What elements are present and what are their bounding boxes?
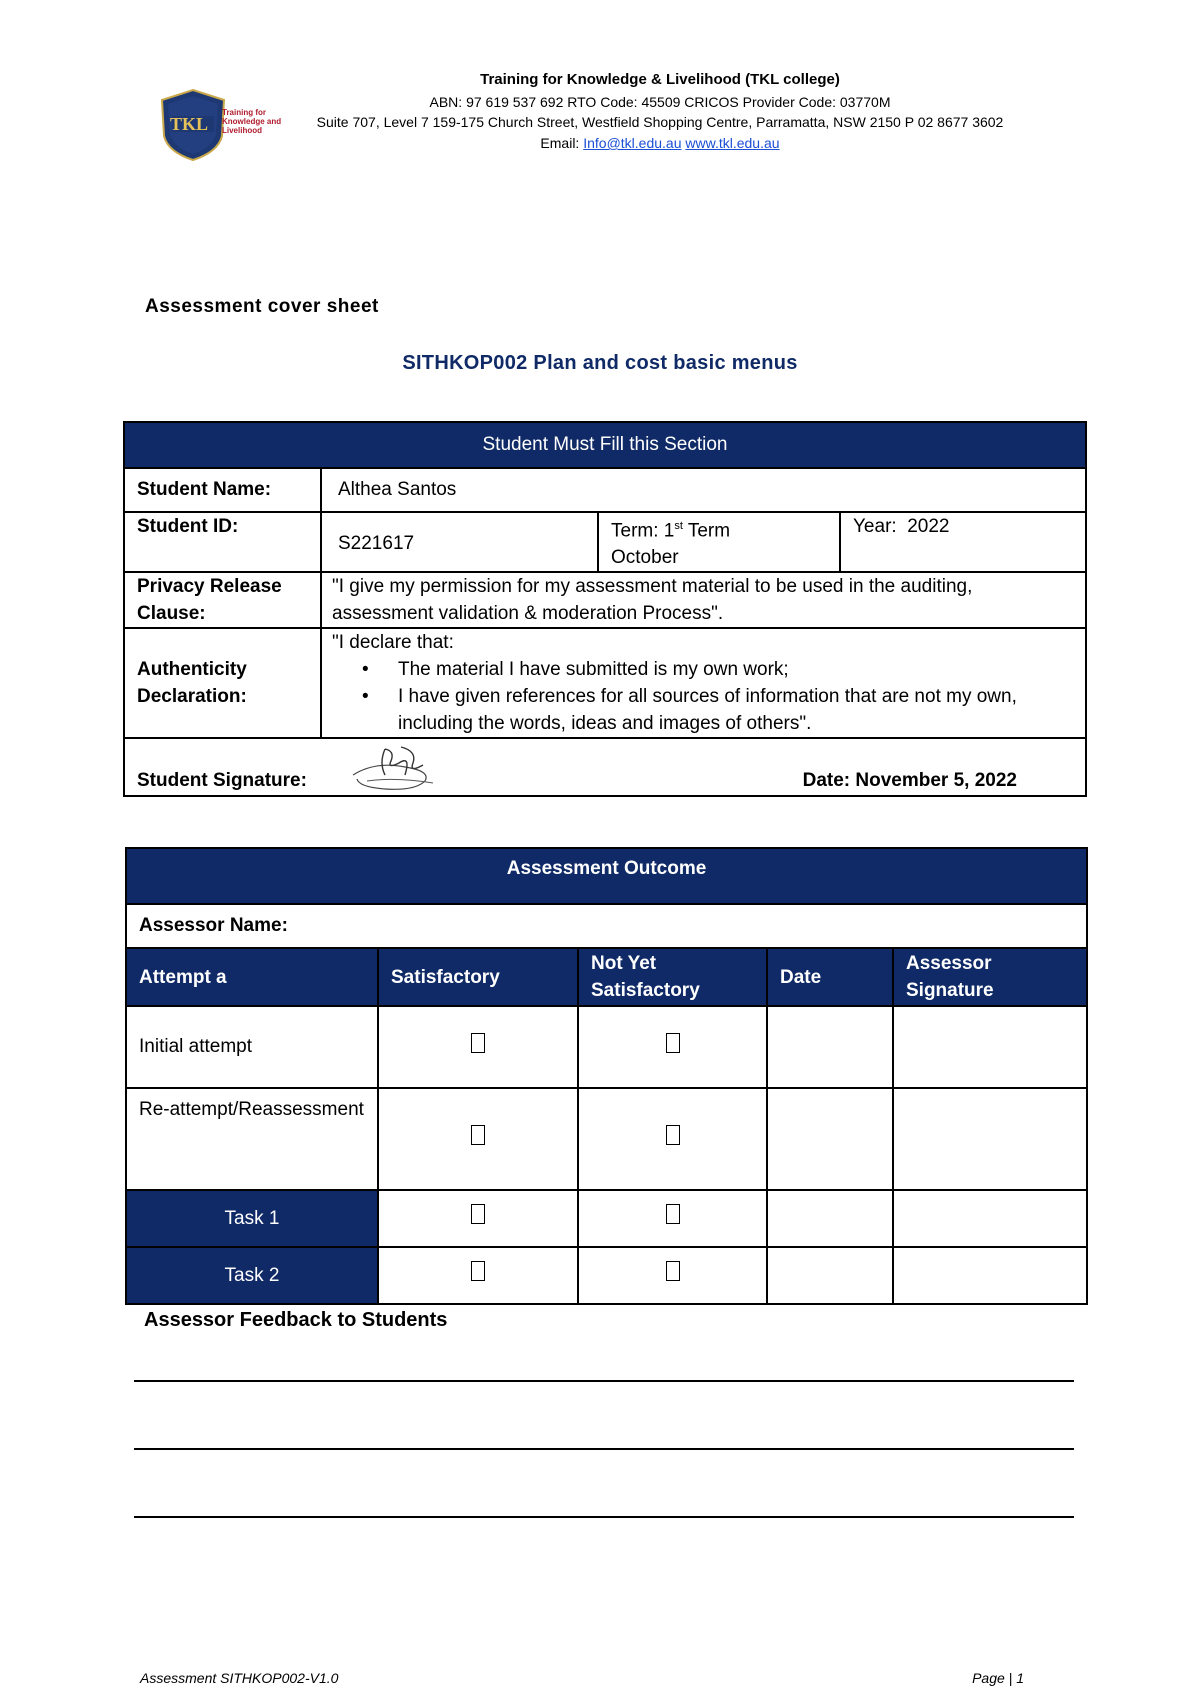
authenticity-label-line1: Authenticity [137,659,247,681]
satisfactory-cell[interactable] [378,1088,578,1190]
not-yet-cell[interactable] [578,1006,767,1088]
feedback-title: Assessor Feedback to Students [144,1309,448,1331]
not-yet-cell[interactable] [578,1190,767,1247]
authenticity-intro: "I declare that: [332,632,454,654]
student-name-value[interactable]: Althea Santos [321,468,1086,512]
checkbox-icon[interactable] [666,1204,680,1224]
privacy-label-line1: Privacy Release [137,576,282,598]
signature-cell[interactable] [893,1006,1087,1088]
unit-title: SITHKOP002 Plan and cost basic menus [402,352,798,374]
date-cell[interactable] [767,1006,893,1088]
term-month: October [611,547,679,569]
authenticity-item: • I have given references for all sources of information that are not my own, including the words, ideas and images of others". [398,683,1073,737]
signature-cell[interactable] [893,1088,1087,1190]
page-title: Assessment cover sheet [145,296,379,317]
checkbox-icon[interactable] [471,1204,485,1224]
satisfactory-cell[interactable] [378,1190,578,1247]
authenticity-item: • The material I have submitted is my own work; [398,656,1073,683]
student-id-value[interactable]: S221617 [321,512,598,572]
col-header-attempt: Attempt a [126,948,378,1006]
assessor-name-label[interactable]: Assessor Name: [126,904,1087,948]
privacy-label [124,572,321,628]
privacy-text: "I give my permission for my assessment material to be used in the auditing, assessment validation & moderation Process". [321,572,1086,628]
table-row [126,1190,1087,1247]
year-label: Year: [853,516,897,537]
checkbox-icon[interactable] [471,1261,485,1281]
student-id-label: Student ID: [124,512,321,572]
signature-image [345,741,439,795]
not-yet-cell[interactable] [578,1247,767,1304]
privacy-label-line2: Clause: [137,603,206,625]
col-header-not-yet: Not Yet Satisfactory [578,948,767,1006]
address-line: Suite 707, Level 7 159-175 Church Street, Westfield Shopping Centre, Parramatta, NSW 2150 P 02 8677 3602 [316,114,1004,130]
checkbox-icon[interactable] [471,1125,485,1145]
signature-cell[interactable] [893,1190,1087,1247]
date-cell[interactable] [767,1190,893,1247]
authenticity-label [124,628,321,738]
feedback-line[interactable] [134,1448,1074,1450]
email-link[interactable]: Info@tkl.edu.au [583,135,682,151]
not-yet-cell[interactable] [578,1088,767,1190]
year-cell[interactable] [840,512,1086,572]
outcome-table [125,847,1088,1305]
checkbox-icon[interactable] [666,1033,680,1053]
feedback-line[interactable] [134,1380,1074,1382]
row-label: Task 2 [126,1247,378,1304]
table-row [126,1088,1087,1190]
org-title: Training for Knowledge & Livelihood (TKL college) [480,71,840,88]
footer-doc-id: Assessment SITHKOP002-V1.0 [140,1670,339,1686]
signature-row [124,738,1086,796]
logo-text: TKL [170,114,209,134]
col-header-date: Date [767,948,893,1006]
term-prefix: Term: 1 [611,520,675,542]
abn-line: ABN: 97 619 537 692 RTO Code: 45509 CRICOS Provider Code: 03770M [429,94,891,110]
outcome-heading: Assessment Outcome [126,848,1087,904]
checkbox-icon[interactable] [666,1125,680,1145]
student-name-label: Student Name: [124,468,321,512]
email-label: Email: [540,135,580,151]
contact-line [180,133,1140,153]
table-row [126,1006,1087,1088]
col-header-satisfactory: Satisfactory [378,948,578,1006]
footer-page-number: Page | 1 [972,1670,1024,1686]
term-sup: st [674,520,683,532]
term-cell[interactable] [598,512,840,572]
checkbox-icon[interactable] [471,1033,485,1053]
signature-cell[interactable] [893,1247,1087,1304]
student-table [123,421,1087,797]
website-link[interactable]: www.tkl.edu.au [685,135,780,151]
col-header-signature: Assessor Signature [893,948,1087,1006]
signature-date: Date: November 5, 2022 [802,770,1017,792]
feedback-line[interactable] [134,1516,1074,1518]
date-cell[interactable] [767,1247,893,1304]
authenticity-label-line2: Declaration: [137,686,247,708]
row-label: Re-attempt/Reassessment [126,1088,378,1190]
signature-label: Student Signature: [137,770,307,792]
term-suffix: Term [682,520,731,542]
student-section-heading: Student Must Fill this Section [124,422,1086,468]
table-row [126,1247,1087,1304]
authenticity-list [332,656,1073,737]
date-cell[interactable] [767,1088,893,1190]
row-label: Initial attempt [126,1006,378,1088]
year-value: 2022 [907,516,950,537]
checkbox-icon[interactable] [666,1261,680,1281]
logo-side-text: Training for Knowledge and Livelihood [222,108,282,135]
satisfactory-cell[interactable] [378,1247,578,1304]
row-label: Task 1 [126,1190,378,1247]
authenticity-text [321,628,1086,738]
satisfactory-cell[interactable] [378,1006,578,1088]
